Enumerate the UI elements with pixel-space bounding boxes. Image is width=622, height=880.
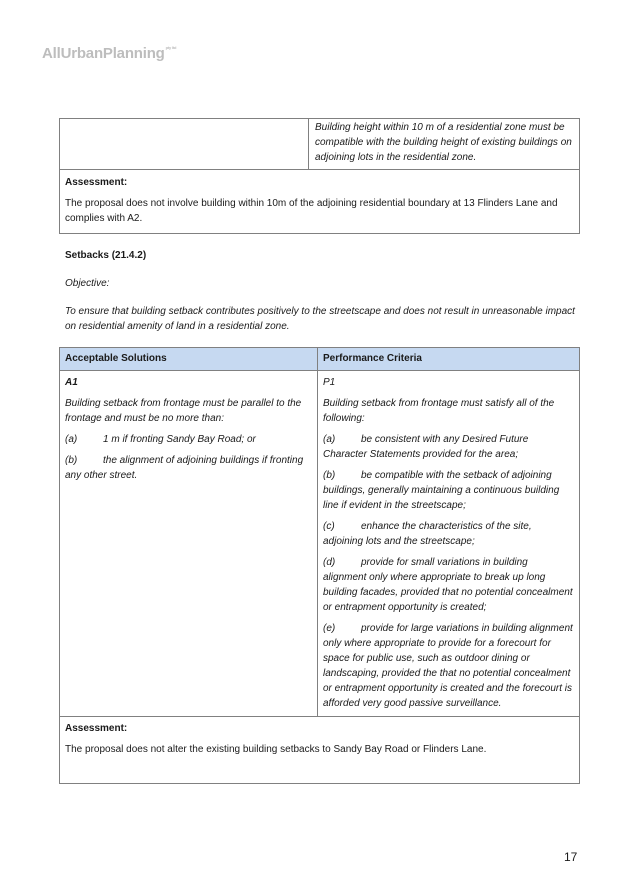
- item-marker: (e): [323, 623, 336, 634]
- criteria-text: Building height within 10 m of a residential zone must be compatible with the building height of existing buildings on adjoining lots in the residential zone.: [315, 122, 572, 163]
- height-criteria-table: [59, 118, 580, 234]
- acceptable-solutions-cell: [60, 371, 318, 717]
- p1-item: [323, 519, 573, 549]
- table-row: [60, 119, 580, 170]
- table-header-row: [60, 348, 580, 371]
- criteria-cell: [309, 119, 580, 170]
- assessment-text: The proposal does not alter the existing building setbacks to Sandy Bay Road or Flinders Lane.: [65, 744, 487, 755]
- column-header-acceptable: Acceptable Solutions: [60, 348, 318, 371]
- p1-item: [323, 432, 573, 462]
- setbacks-table: [59, 347, 580, 784]
- item-text: enhance the characteristics of the site, adjoining lots and the streetscape;: [323, 521, 532, 547]
- item-marker: (d): [323, 557, 336, 568]
- item-text: 1 m if fronting Sandy Bay Road; or: [103, 434, 256, 445]
- item-marker: (b): [65, 455, 78, 466]
- table-row: [60, 371, 580, 717]
- logo-mark: pty ltd: [165, 45, 177, 50]
- objective-text: To ensure that building setback contributes positively to the streetscape and does not result in unreasonable impact on residential amenity of land in a residential zone.: [65, 306, 575, 332]
- empty-cell: [60, 119, 309, 170]
- a1-text: Building setback from frontage must be parallel to the frontage and must be no more than:: [65, 398, 302, 424]
- assessment-cell: [60, 717, 580, 784]
- item-marker: (a): [65, 434, 78, 445]
- p1-item: [323, 621, 573, 711]
- objective-label: Objective:: [65, 278, 110, 289]
- item-marker: (c): [323, 521, 335, 532]
- page-number: 17: [564, 850, 578, 864]
- table-row: [60, 170, 580, 234]
- a1-label: A1: [65, 377, 78, 388]
- assessment-label: Assessment:: [65, 723, 128, 734]
- performance-criteria-cell: [318, 371, 580, 717]
- p1-text: Building setback from frontage must satisfy all of the following:: [323, 398, 555, 424]
- item-text: provide for large variations in building alignment only where appropriate to provide for a forecourt for space for public use, such as outdoor dining or landscaping, provided the that no potential concealment or entrapment opportunity is created and the forecourt is afforded very good passive surveillance.: [323, 623, 573, 709]
- assessment-text: The proposal does not involve building within 10m of the adjoining residential boundary at 13 Flinders Lane and complies with A2.: [65, 198, 558, 224]
- p1-label: P1: [323, 377, 336, 388]
- a1-item: [65, 432, 312, 447]
- item-text: provide for small variations in building alignment only where appropriate to break up long building facades, provided that no potential concealment or entrapment opportunity is created;: [323, 557, 573, 613]
- item-text: the alignment of adjoining buildings if fronting any other street.: [65, 455, 304, 481]
- table-row: [60, 717, 580, 784]
- item-marker: (b): [323, 470, 336, 481]
- section-title: Setbacks (21.4.2): [65, 250, 147, 261]
- item-text: be consistent with any Desired Future Character Statements provided for the area;: [323, 434, 529, 460]
- column-header-performance: Performance Criteria: [318, 348, 580, 371]
- assessment-label: Assessment:: [65, 177, 128, 188]
- company-logo: AllUrbanPlanning$^{pty ltd}$: [42, 45, 177, 62]
- p1-item: [323, 555, 573, 615]
- item-marker: (a): [323, 434, 336, 445]
- item-text: be compatible with the setback of adjoining buildings, generally maintaining a continuous building line if evident in the streetscape;: [323, 470, 560, 511]
- assessment-cell: [60, 170, 580, 234]
- a1-item: [65, 453, 312, 483]
- p1-item: [323, 468, 573, 513]
